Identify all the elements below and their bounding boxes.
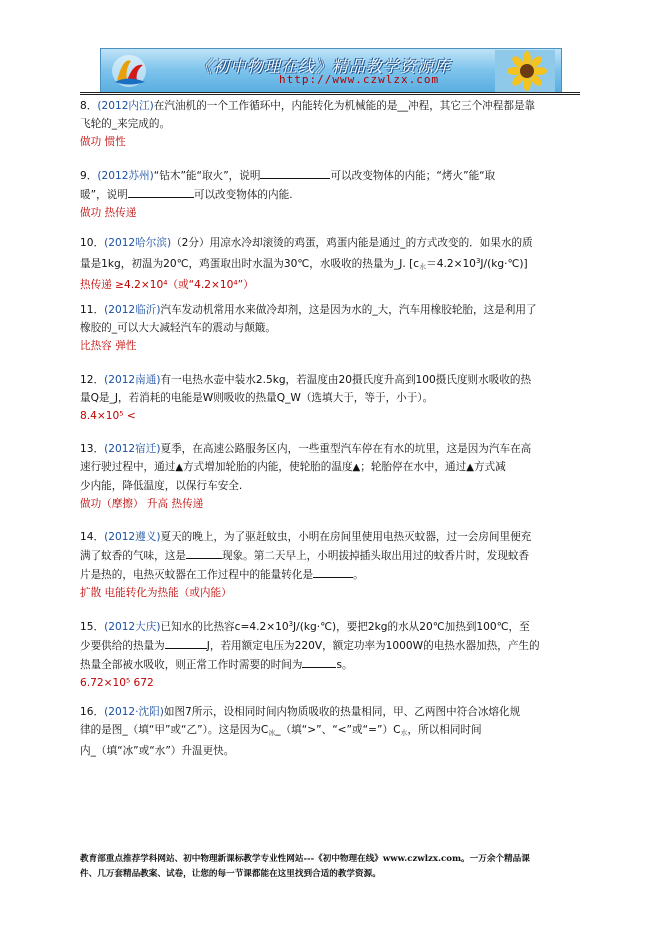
question-16: 16．(2012·沈阳)如图7所示，设相同时间内物质吸收的热量相同，甲、乙两图中符合冰熔化规 律的是图_（填“甲”或“乙”）。这是因为$C_冰\_$（填“>”、“<”或“$=”)C_水$，所以相同时间 内_（填“冰”或“水”）升温更快。: [80, 706, 521, 757]
triangle-blank: ▲: [175, 462, 184, 473]
answer: 8.4×10⁵ <: [80, 410, 136, 422]
answer: 扩散 电能转化为热能（或内能）: [80, 587, 232, 599]
question-9: 9．(2012苏州)“钻木”能“取火”，说明 可以改变物体的内能；“烤火”能“取 暖”，说明 可以改变物体的内能. 做功 热传递: [80, 166, 580, 222]
triangle-blank: ▲: [352, 462, 361, 473]
question-8: 8．(2012内江)在汽油机的一个工作循环中，内能转化为机械能的是__冲程，其它三个冲程都是靠 飞轮的_来完成的。 做功 惯性: [80, 97, 580, 151]
answer: 做功（摩擦） 升高 热传递: [80, 498, 204, 510]
answer: 做功 惯性: [80, 136, 126, 148]
header-rule: [80, 94, 580, 95]
question-11: 11．(2012临沂)汽车发动机常用水来做冷却剂，这是因为水的_大，汽车用橡胶轮胎，这是利用了 橡胶的_可以大大减轻汽车的震动与颠簸。 比热容 弹性: [80, 301, 580, 355]
answer: 比热容 弹性: [80, 340, 137, 352]
question-13: 13．(2012宿迁)夏季，在高速公路服务区内，一些重型汽车停在有水的坑里，这是因为汽车在高 速行驶过程中，通过▲方式增加轮胎的内能，使轮胎的温度▲；轮胎停在水中，通过▲方式减 少内能，降低温度，以保行车安全. 做功（摩擦） 升高 热传递: [80, 440, 580, 513]
question-10: 10．(2012哈尔滨)（2分）用凉水冷却滚烫的鸡蛋，鸡蛋内能是通过_的方式改变的．如果水的质 量是1kg，初温为20℃，鸡蛋取出时水温为30℃，水吸收的热量为_J. $[c_水=4.2\times 10^3J/(kg\cdot℃)]$ 热传递 ≥4.2×10⁴（或“4.2×10⁴”）: [80, 234, 580, 294]
header-banner: [100, 48, 562, 93]
header-rule: [80, 92, 580, 93]
answer: 做功 热传递: [80, 207, 137, 219]
site-url[interactable]: http://www.czwlzx.com: [279, 73, 440, 86]
answer: 热传递 ≥4.2×10⁴（或“4.2×10⁴”）: [80, 279, 254, 291]
footer: 教育部重点推荐学科网站、初中物理新课标教学专业性网站---《初中物理在线》www.czwlzx.com。一万余个精品课 件、几万套精品教案、试卷，让您的每一节课都能在这里找到合适的教学资源。: [80, 854, 530, 879]
question-14: 14．(2012遵义)夏天的晚上，为了驱赶蚊虫，小明在房间里使用电热灭蚊器，过一会房间里便充 满了蚊香的气味，这是 现象。第二天早上，小明拔掉插头取出用过的蚊香片时，发现蚊香 片是热的，电热灭蚊器在工作过程中的能量转化是 。 扩散 电能转化为热能（或内能）: [80, 528, 580, 602]
sunflower-icon: [495, 50, 555, 92]
triangle-blank: ▲: [466, 462, 474, 473]
question-12: 12．(2012南通)有一电热水壶中装水2.5kg，若温度由20摄氏度升高到100摄氏度则水吸收的热 量Q是_J，若消耗的电能是W则吸收的热量Q_W（选填大于，等于，小于）。 8.4×10⁵ <: [80, 371, 580, 425]
answer: 6.72×10⁵ 672: [80, 677, 154, 689]
question-15: 15．(2012大庆)已知水的比热容$c=4.2\times 10^3J/(kg\cdot℃)$，要把2kg的水从20℃加热到100℃，至 少要供给的热量为 J，若用额定电压为220V，额定功率为1000W的电热水器加热，产生的 热量全部被水吸收，则正常工作时需要的时间为 s。 6.72×10⁵ 672: [80, 615, 580, 692]
site-title: 《初中物理在线》精品教学资源库: [196, 57, 452, 76]
site-logo-icon: [109, 51, 149, 89]
